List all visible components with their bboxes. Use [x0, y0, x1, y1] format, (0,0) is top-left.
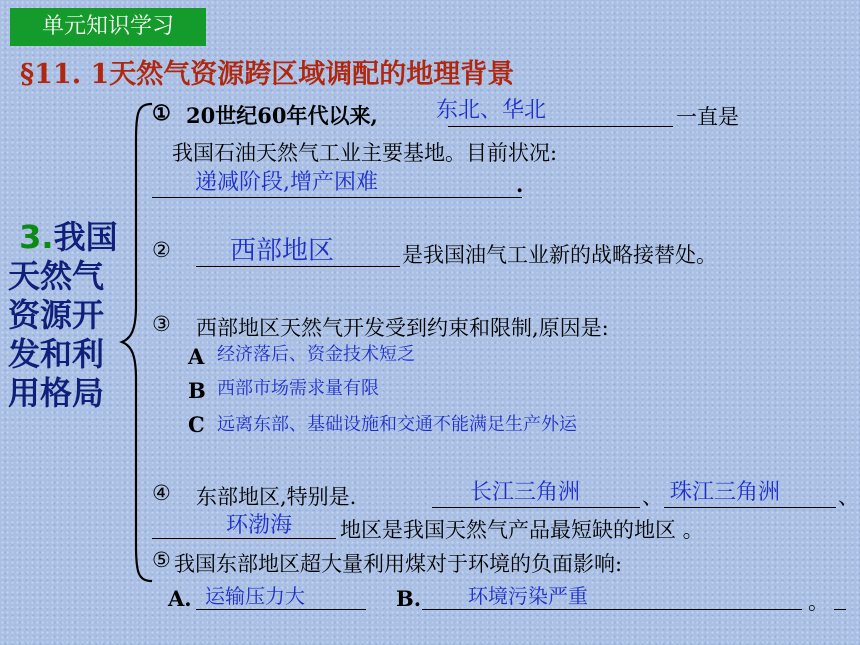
curly-brace [118, 100, 158, 585]
item5-answer-b: 环境污染严重 [468, 584, 588, 608]
item4-answer3: 环渤海 [226, 513, 293, 538]
item5-end: 。 [808, 590, 829, 614]
item2-text: 是我国油气工业新的战略接替处。 [402, 243, 717, 267]
item4-sep1: 、 [642, 485, 663, 509]
side-label [8, 218, 126, 413]
item4-sep2: 、 [838, 485, 859, 509]
item1-blank1 [448, 126, 673, 127]
trailing-underline [834, 609, 846, 610]
option-b-text: 西部市场需求量有限 [217, 378, 379, 399]
item4-marker: ④ [152, 481, 171, 505]
side-label-text: 我国天然气资源开发和利用格局 [8, 218, 118, 412]
item1-blank2 [152, 197, 522, 198]
option-c-text: 远离东部、基础设施和交通不能满足生产外运 [217, 414, 577, 435]
item5-blank-b [422, 609, 802, 610]
option-a-text: 经济落后、资金技术短乏 [217, 344, 415, 365]
item1-end: . [516, 172, 524, 197]
item4-answer1: 长江三角洲 [470, 480, 581, 505]
item5-answer-a: 运输压力大 [205, 584, 305, 608]
item1-prefix: 20世纪60年代以来, [186, 103, 378, 128]
item1-answer2: 递减阶段,增产困难 [195, 170, 378, 195]
item5-label-b: B. [396, 586, 422, 611]
side-label-number: 3. [19, 218, 54, 256]
page-title: §11. 1天然气资源跨区域调配的地理背景 [20, 59, 515, 90]
item4-blank1 [432, 507, 640, 508]
item5-blank-a [196, 609, 366, 610]
option-b-label: B [188, 378, 206, 403]
item1-suffix: 一直是 [676, 105, 739, 129]
item5-label-a: A. [168, 586, 192, 611]
item4-answer2: 珠江三角洲 [670, 480, 781, 505]
item4-blank2 [664, 507, 836, 508]
item1-line2: 我国石油天然气工业主要基地。目前状况: [172, 141, 558, 165]
item2-marker: ② [152, 238, 171, 262]
item5-marker: ⑤ [152, 548, 171, 572]
item3-text: 西部地区天然气开发受到约束和限制,原因是: [196, 316, 609, 340]
item1-answer1: 东北、华北 [436, 98, 547, 123]
option-a-label: A [188, 344, 205, 369]
option-c-label: C [188, 412, 205, 437]
item4-prefix: 东部地区,特别是. [196, 485, 357, 509]
item1-marker: ① [152, 100, 171, 125]
item4-line2: 地区是我国天然气产品最短缺的地区 。 [340, 518, 704, 542]
item2-answer: 西部地区 [230, 236, 335, 266]
item3-marker: ③ [152, 312, 171, 336]
section-badge: 单元知识学习 [10, 8, 206, 46]
item5-text: 我国东部地区超大量利用煤对于环境的负面影响: [174, 552, 623, 576]
